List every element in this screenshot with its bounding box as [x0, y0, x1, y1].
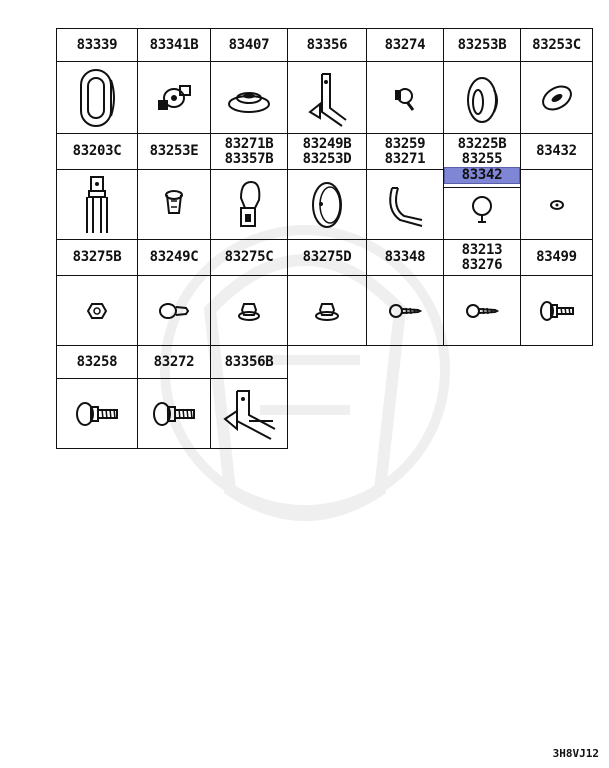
part-illustration[interactable] [57, 379, 138, 449]
grommet-tilted-icon [535, 80, 579, 116]
picture-row-4 [57, 379, 593, 449]
part-label[interactable]: 83407 [211, 29, 288, 62]
part-illustration[interactable] [521, 276, 593, 346]
part-label[interactable]: 83274 [367, 29, 444, 62]
flange-nut-icon [314, 300, 340, 322]
part-label[interactable]: 83339 [57, 29, 138, 62]
part-illustration[interactable] [367, 276, 444, 346]
part-illustration[interactable] [444, 276, 521, 346]
bracket-icon [304, 68, 350, 128]
small-clip-icon [545, 195, 569, 215]
part-illustration[interactable] [211, 62, 288, 134]
part-label[interactable]: 83253C [521, 29, 593, 62]
grommet-tall-icon [460, 68, 504, 128]
part-label[interactable]: 83356 [288, 29, 367, 62]
bolt-icon [73, 398, 121, 430]
part-label[interactable]: 83356B [211, 346, 288, 379]
flange-nut-icon [237, 300, 261, 322]
clamp-icon [152, 78, 196, 118]
part-illustration[interactable] [288, 62, 367, 134]
part-label: 83357B [224, 150, 274, 167]
plug-icon [159, 187, 189, 223]
reference-code: 3H8VJ12 [552, 747, 599, 760]
part-label[interactable]: 83348 [367, 240, 444, 276]
part-label: 83276 [461, 256, 503, 273]
push-clip-icon [156, 299, 192, 323]
bolt-icon [537, 298, 577, 324]
part-label[interactable]: 83275C [211, 240, 288, 276]
label-row-2 [57, 134, 593, 170]
part-illustration[interactable] [57, 276, 138, 346]
part-label[interactable]: 83499 [521, 240, 593, 276]
part-label: 83255 [461, 151, 503, 167]
grommet-round-icon [224, 78, 274, 118]
part-illustration[interactable] [444, 62, 521, 134]
part-label: 83271B [224, 135, 274, 152]
part-label[interactable]: 83432 [521, 134, 593, 170]
part-illustration[interactable] [57, 62, 138, 134]
part-label: 83259 [384, 135, 426, 152]
highlighted-part-label[interactable]: 83342 [444, 167, 520, 184]
part-label: 83249B [302, 135, 352, 152]
part-illustration[interactable] [211, 170, 288, 240]
part-label[interactable]: 83253E [138, 134, 211, 170]
part-illustration[interactable] [138, 379, 211, 449]
part-illustration[interactable] [288, 170, 367, 240]
part-label[interactable]: 83275D [288, 240, 367, 276]
part-illustration[interactable] [367, 62, 444, 134]
part-label[interactable]: 83258 [57, 346, 138, 379]
part-label-stack[interactable] [211, 134, 288, 170]
clamp-tab-icon [231, 178, 267, 232]
part-label: 83253D [302, 150, 352, 167]
part-illustration[interactable] [521, 170, 593, 240]
part-label[interactable]: 83275B [57, 240, 138, 276]
part-label-stack[interactable] [444, 134, 521, 240]
part-label-stack[interactable] [367, 134, 444, 170]
part-label[interactable]: 83203C [57, 134, 138, 170]
nut-icon [87, 301, 107, 321]
screw-icon [388, 300, 422, 322]
bracket-icon [219, 385, 279, 443]
part-illustration[interactable] [288, 276, 367, 346]
part-label[interactable]: 83253B [444, 29, 521, 62]
part-label[interactable]: 83341B [138, 29, 211, 62]
part-illustration[interactable] [138, 276, 211, 346]
part-illustration[interactable] [367, 170, 444, 240]
push-rivet-icon [464, 192, 500, 224]
part-label: 83271 [384, 150, 426, 167]
screw-icon [465, 300, 499, 322]
label-row-1 [57, 29, 593, 62]
part-label: 83225B [457, 136, 507, 152]
clip-icon [387, 80, 423, 116]
part-label-stack[interactable] [444, 240, 521, 276]
part-illustration[interactable] [138, 62, 211, 134]
part-label-stack[interactable] [288, 134, 367, 170]
part-illustration[interactable] [138, 170, 211, 240]
round-grommet-icon [307, 178, 347, 232]
picture-row-1 [57, 62, 593, 134]
parts-grid [56, 28, 593, 449]
bolt-icon [150, 398, 198, 430]
picture-row-3 [57, 276, 593, 346]
fork-bracket-icon [77, 175, 117, 235]
part-illustration[interactable] [211, 276, 288, 346]
label-row-3 [57, 240, 593, 276]
part-illustration[interactable] [521, 62, 593, 134]
part-label[interactable]: 83272 [138, 346, 211, 379]
part-illustration[interactable] [57, 170, 138, 240]
strap-clamp-icon [382, 180, 428, 230]
part-label[interactable]: 83249C [138, 240, 211, 276]
grommet-oval-icon [75, 66, 119, 130]
part-illustration[interactable] [211, 379, 288, 449]
label-row-4 [57, 346, 593, 379]
part-label: 83213 [461, 241, 503, 258]
